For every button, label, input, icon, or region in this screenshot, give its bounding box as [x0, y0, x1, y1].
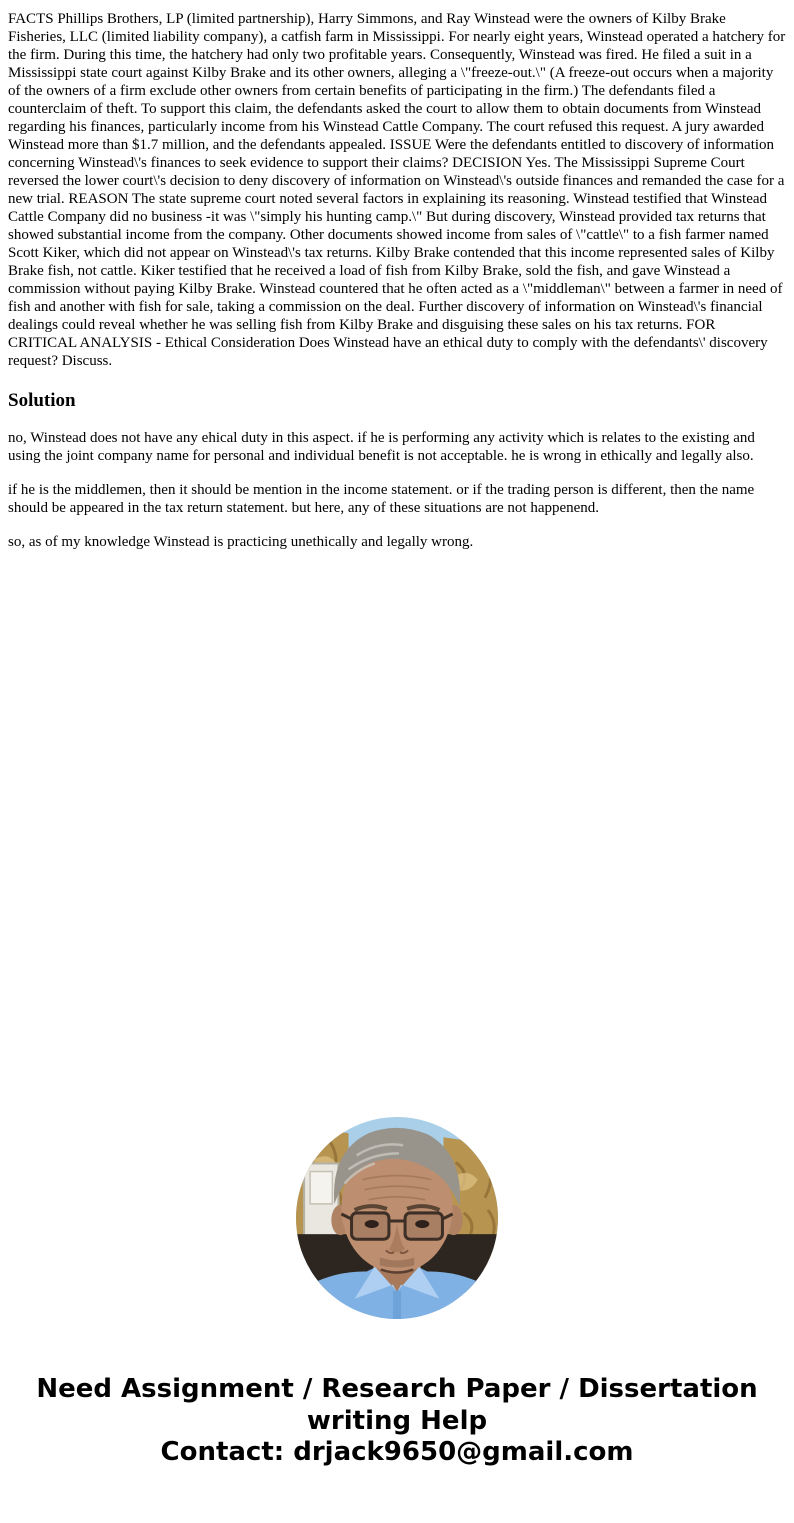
case-facts-text: FACTS Phillips Brothers, LP (limited partnership), Harry Simmons, and Ray Winstead were the owners of Kilby Brake Fisheries, LLC (limited liability company), a catfish farm in Mississippi. For nearly eight years, Winstead operated a hatchery for the firm. During this time, the hatchery had only two profitable years. Consequently, Winstead was fired. He filed a suit in a Mississippi state court against Kilby Brake and its other owners, alleging a \"freeze-out.\" (A freeze-out occurs when a majority of the owners of a firm exclude other owners from certain benefits of participating in the firm.) The defendants filed a counterclaim of theft. To support this claim, the defendants asked the court to allow them to obtain documents from Winstead regarding his finances, particularly income from his Winstead Cattle Company. The court refused this request. A jury awarded Winstead more than $1.7 million, and the defendants appealed. ISSUE Were the defendants entitled to discovery of information concerning Winstead\'s finances to seek evidence to support their claims? DECISION Yes. The Mississippi Supreme Court reversed the lower court\'s decision to deny discovery of information on Winstead\'s outside finances and remanded the case for a new trial. REASON The state supreme court noted several factors in explaining its reasoning. Winstead testified that Winstead Cattle Company did no business -it was \"simply his hunting camp.\" But during discovery, Winstead provided tax returns that showed substantial income from the company. Other documents showed income from sales of \"cattle\" to a fish farmer named Scott Kiker, which did not appear on Winstead\'s tax returns. Kilby Brake contended that this income represented sales of Kilby Brake fish, not cattle. Kiker testified that he received a load of fish from Kilby Brake, sold the fish, and gave Winstead a commission without paying Kilby Brake. Winstead countered that he often acted as a \"middleman\" between a farmer in need of fish and another with fish for sale, taking a commission on the deal. Further discovery of information on Winstead\'s financial dealings could reveal whether he was selling fish from Kilby Brake and disguising these sales on his tax returns. FOR CRITICAL ANALYSIS - Ethical Consideration Does Winstead have an ethical duty to comply with the defendants\' discovery request? Discuss.	[8, 11, 786, 369]
avatar-row	[8, 1117, 786, 1324]
footer-help-text: Need Assignment / Research Paper / Dissertation writing Help	[36, 1374, 758, 1436]
profile-photo	[296, 1117, 498, 1319]
profile-photo-illustration	[296, 1117, 498, 1319]
footer-promo	[8, 1374, 786, 1469]
solution-heading: Solution	[8, 390, 76, 411]
blank-spacer	[8, 567, 786, 1117]
footer-contact-email: Contact: drjack9650@gmail.com	[160, 1437, 634, 1468]
solution-paragraph-2: if he is the middlemen, then it should be mention in the income statement. or if the trading person is different, then the name should be appeared in the tax return statement. but here, any of these situations are not happenend.	[8, 482, 755, 516]
solution-paragraph-3: so, as of my knowledge Winstead is practicing unethically and legally wrong.	[8, 534, 474, 550]
solution-paragraph-1: no, Winstead does not have any ehical duty in this aspect. if he is performing any activity which is relates to the existing and using the joint company name for personal and individual benefit is not acceptable. he is wrong in ethically and legally also.	[8, 430, 755, 464]
